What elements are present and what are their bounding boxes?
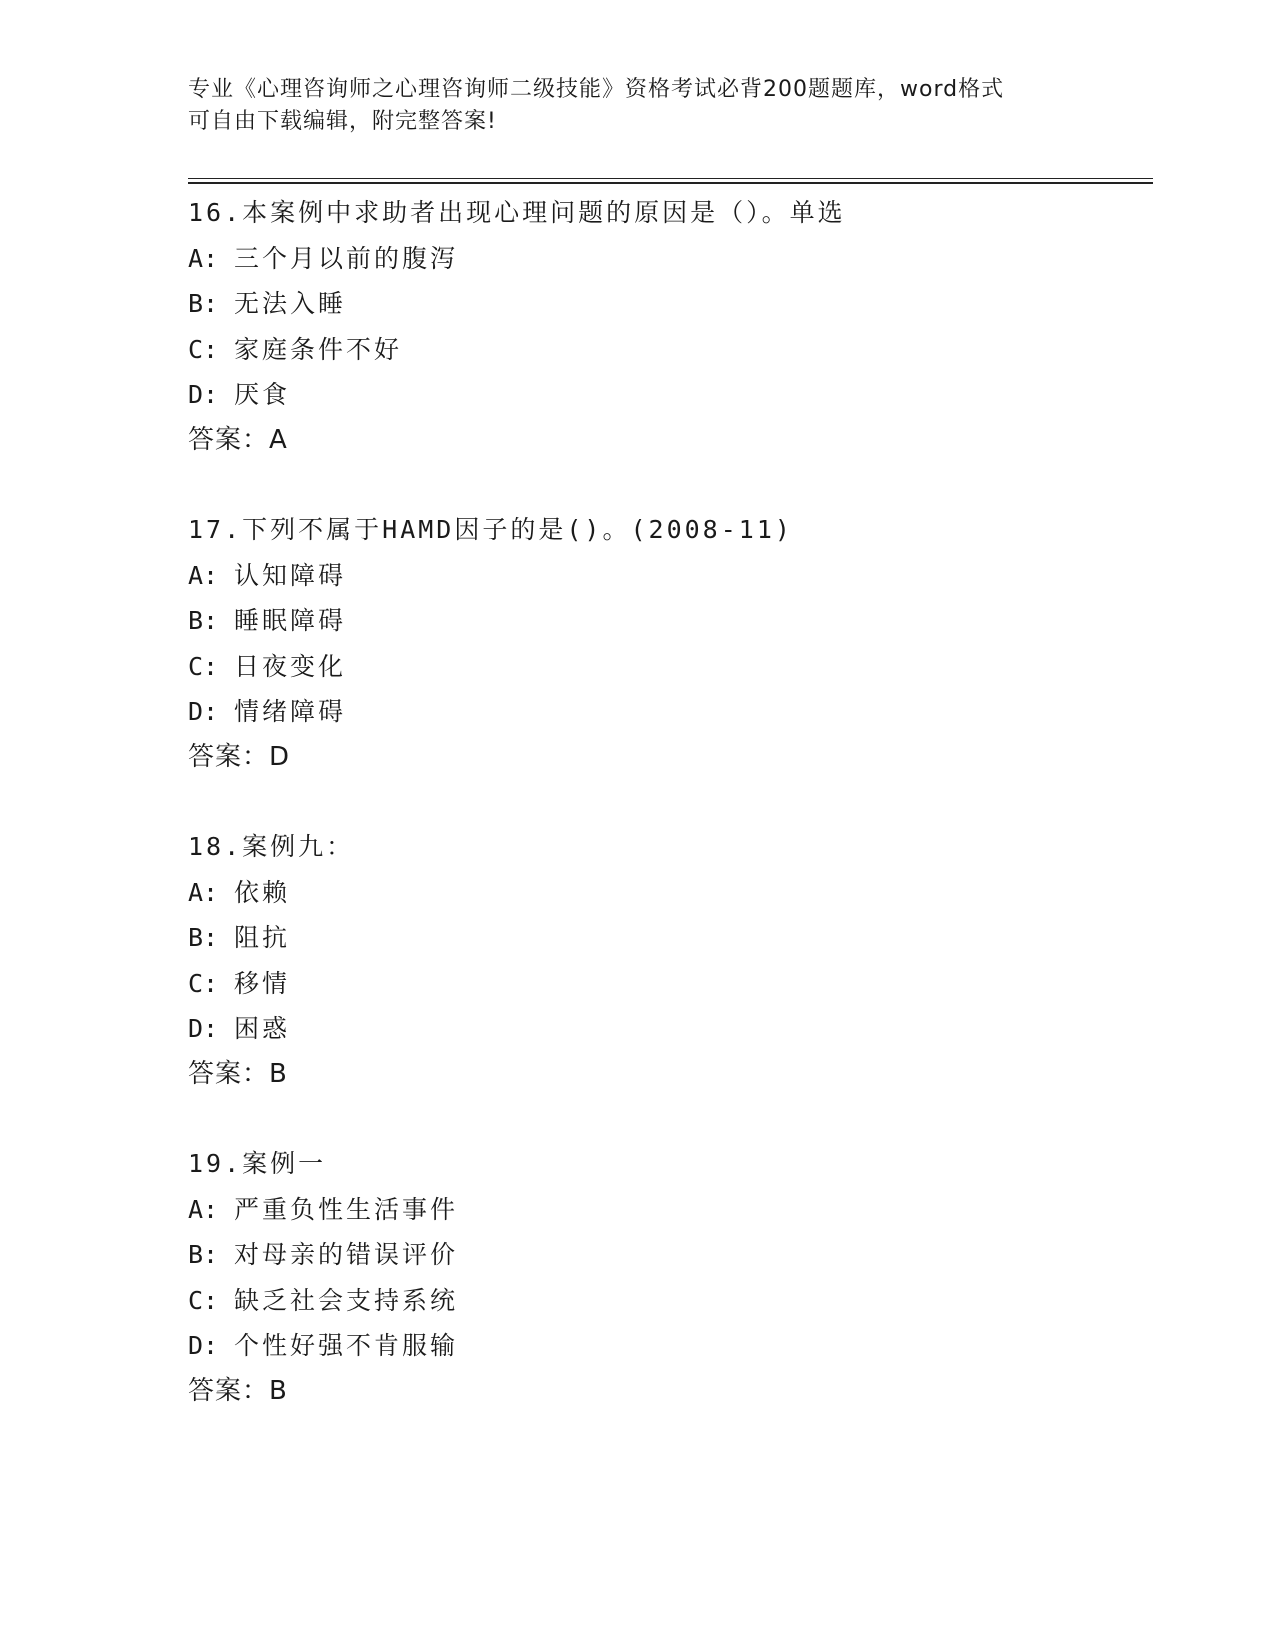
- option-d: [188, 372, 1148, 418]
- option-d: [188, 1323, 1148, 1369]
- answer-text: 答案：A: [188, 424, 288, 455]
- question-19: [188, 1141, 1148, 1414]
- option-label: A:: [188, 243, 219, 273]
- option-a: [188, 870, 1148, 916]
- option-label: A:: [188, 877, 219, 907]
- question-list: [188, 190, 1148, 1414]
- option-b: [188, 281, 1148, 327]
- option-text: 情绪障碍: [234, 697, 347, 726]
- option-a: [188, 553, 1148, 599]
- question-16: [188, 190, 1148, 463]
- option-label: D:: [188, 1331, 219, 1360]
- option-b: [188, 1232, 1148, 1278]
- option-label: C:: [188, 651, 219, 681]
- question-title: 17.下列不属于HAMD因子的是()。(2008-11): [188, 515, 793, 544]
- option-c: [188, 961, 1148, 1007]
- option-label: C:: [188, 968, 219, 998]
- option-label: A:: [188, 1194, 219, 1224]
- header-line-2: 可自由下载编辑，附完整答案!: [188, 109, 497, 134]
- option-a: [188, 236, 1148, 282]
- option-d: [188, 1006, 1148, 1052]
- option-text: 严重负性生活事件: [234, 1194, 459, 1224]
- option-label: D:: [188, 697, 219, 726]
- option-label: D:: [188, 1014, 219, 1043]
- option-text: 家庭条件不好: [234, 334, 403, 364]
- option-label: D:: [188, 380, 219, 409]
- option-label: B:: [188, 606, 219, 635]
- option-d: [188, 689, 1148, 735]
- answer-text: 答案：D: [188, 741, 291, 772]
- header-line-1: 专业《心理咨询师之心理咨询师二级技能》资格考试必背200题题库，word格式: [188, 77, 1005, 102]
- option-b: [188, 598, 1148, 644]
- question-title: 19.案例一: [188, 1149, 327, 1178]
- option-c: [188, 327, 1148, 373]
- option-text: 日夜变化: [234, 651, 347, 681]
- option-text: 移情: [234, 968, 291, 998]
- option-label: B:: [188, 923, 219, 952]
- option-c: [188, 1278, 1148, 1324]
- option-text: 三个月以前的腹泻: [234, 243, 459, 273]
- option-label: B:: [188, 289, 219, 318]
- header-divider-thick: [188, 182, 1153, 184]
- option-b: [188, 915, 1148, 961]
- question-title: 18.案例九：: [188, 832, 355, 861]
- header-divider-thin: [188, 178, 1153, 179]
- option-label: B:: [188, 1240, 219, 1269]
- option-text: 睡眠障碍: [234, 606, 347, 635]
- option-text: 厌食: [234, 380, 291, 409]
- question-18: [188, 824, 1148, 1097]
- option-text: 个性好强不肯服输: [234, 1331, 459, 1360]
- answer-text: 答案：B: [188, 1375, 288, 1406]
- option-label: C:: [188, 1285, 219, 1315]
- option-text: 阻抗: [234, 923, 291, 952]
- option-text: 困惑: [234, 1014, 291, 1043]
- question-title: 16.本案例中求助者出现心理问题的原因是（）。单选: [188, 198, 846, 227]
- option-label: C:: [188, 334, 219, 364]
- option-label: A:: [188, 560, 219, 590]
- option-text: 对母亲的错误评价: [234, 1240, 459, 1269]
- option-text: 无法入睡: [234, 289, 347, 318]
- option-text: 缺乏社会支持系统: [234, 1285, 459, 1315]
- document-header: [188, 74, 1088, 138]
- option-a: [188, 1187, 1148, 1233]
- question-17: [188, 507, 1148, 780]
- answer-text: 答案：B: [188, 1058, 288, 1089]
- option-c: [188, 644, 1148, 690]
- option-text: 认知障碍: [234, 560, 347, 590]
- option-text: 依赖: [234, 877, 291, 907]
